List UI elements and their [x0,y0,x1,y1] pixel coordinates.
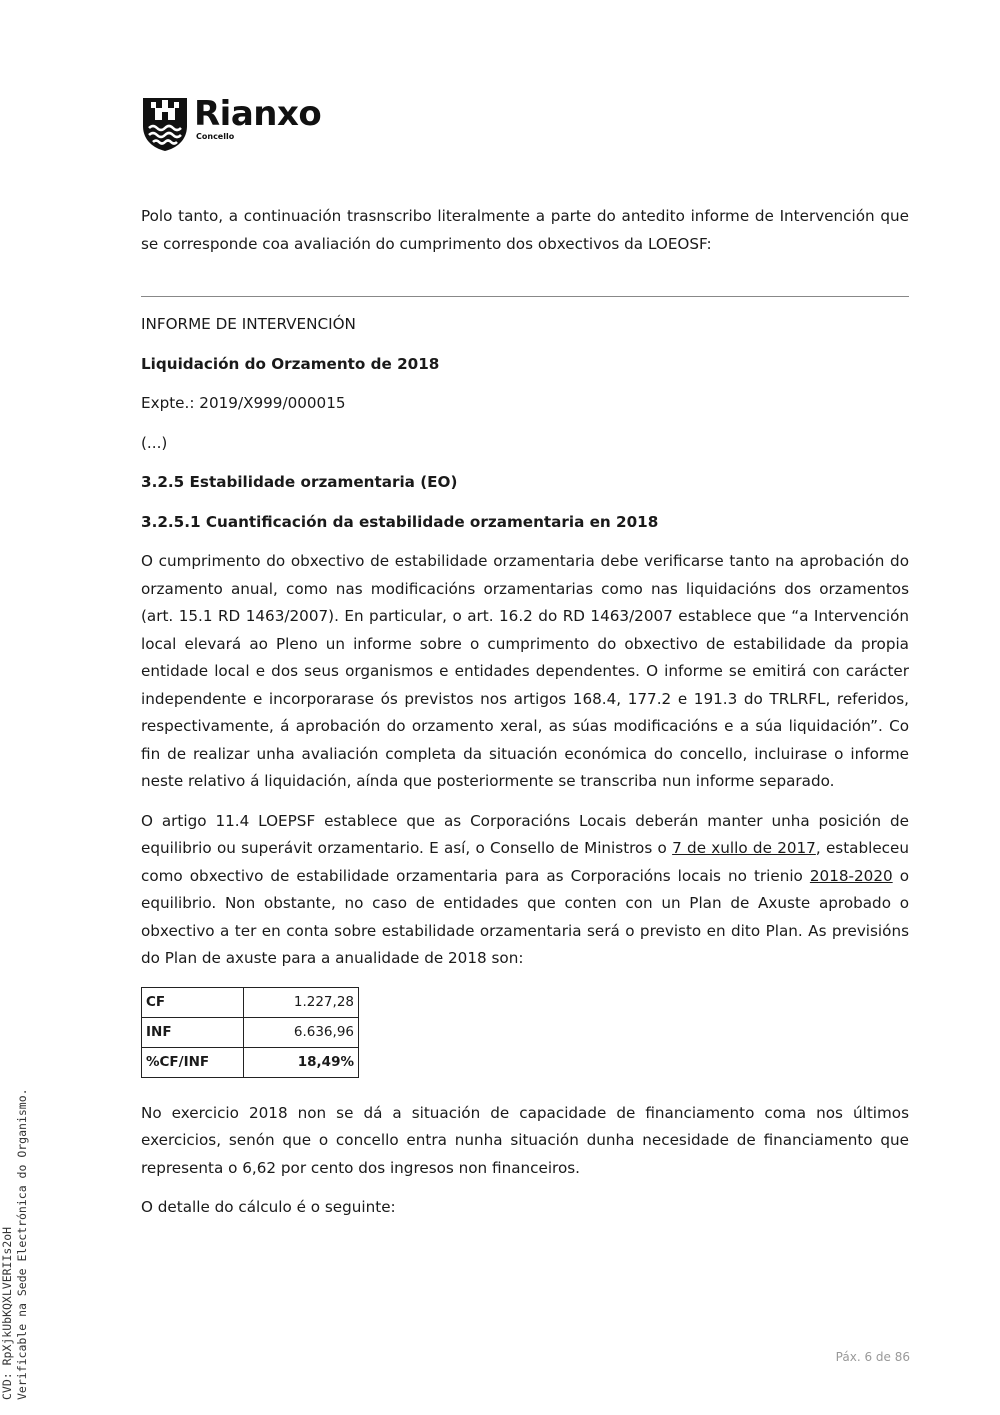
subsection-heading: 3.2.5.1 Cuantificación da estabilidade orzamentaria en 2018 [141,512,659,531]
table-row [142,1047,359,1077]
paragraph-4: O detalle do cálculo é o seguinte: [141,1198,396,1216]
table-cell-value: 1.227,28 [244,987,359,1017]
paragraph-3: No exercicio 2018 non se dá a situación de capacidade de financiamento coma nos últimos exercicios, senón que o concello entra nunha situación dunha necesidade de financiamento que representa o 6,62 por cento dos ingresos non financeiros. [141,1103,909,1177]
logo [141,96,351,152]
horizontal-rule [141,296,909,297]
intro-paragraph: Polo tanto, a continuación trasnscribo literalmente a parte do antedito informe de Intervención que se corresponde coa avaliación do cumprimento dos obxectivos da LOEOSF: [141,207,909,253]
report-title: INFORME DE INTERVENCIÓN [141,315,356,333]
side-verification-stamp [0,1000,30,1400]
paragraph-2-part-c: o equilibrio. Non obstante, no caso de entidades que conten con un Plan de Axuste aprobado o obxectivo a ter en conta sobre estabilidade orzamentaria será o previsto en dito Plan. As previsións do Plan de axuste para a anualidade de 2018 son: [141,866,909,967]
report-expte: Expte.: 2019/X999/000015 [141,394,346,412]
paragraph-2-part-b: , estableceu como obxectivo de estabilidade orzamentaria para as Corporacións locais no trienio [141,839,909,885]
period-link[interactable]: 2018-2020 [809,866,893,885]
table-cell-value: 6.636,96 [244,1017,359,1047]
plan-table [141,987,359,1078]
report-subtitle: Liquidación do Orzamento de 2018 [141,354,440,373]
section-heading: 3.2.5 Estabilidade orzamentaria (EO) [141,473,458,491]
document-body [141,203,909,1222]
logo-name: Rianxo [194,94,322,134]
table-row [142,987,359,1017]
logo-subtitle: Concello [196,132,235,141]
paragraph-1: O cumprimento do obxectivo de estabilidade orzamentaria debe verificarse tanto na aprobación do orzamento anual, como nas modificacións orzamentarias como nas liquidacións dos orzamentos (art. 15.1 RD 1463/2007). En particular, o art. 16.2 do RD 1463/2007 establece que “a Intervención local elevará ao Pleno un informe sobre o cumprimento do obxectivo de estabilidade da propia entidade local e dos seus organismos e entidades dependentes. O informe se emitirá con carácter independente e incorporarase ós previstos nos artigos 168.4, 177.2 e 191.3 do TRLRFL, referidos, respectivamente, á aprobación do orzamento xeral, as súas modificacións e a súa liquidación”. Co fin de realizar unha avaliación completa da situación económica do concello, incluirase o informe neste relativo á liquidación, aínda que posteriormente se transcriba nun informe separado. [141,552,909,790]
table-cell-key: INF [142,1017,244,1047]
table-cell-value: 18,49% [244,1047,359,1077]
side-stamp-line-1: CVD: RpXjkUbKQXLVERIIs2oH [0,1226,14,1400]
ellipsis: (...) [141,433,168,452]
castle-waves-shield-icon [141,96,189,152]
date-link[interactable]: 7 de xullo de 2017 [672,839,816,857]
table-cell-key: %CF/INF [142,1047,244,1077]
side-stamp-line-2: Verificable na Sede Electrónica do Organismo. [15,1088,29,1400]
page-number: Páx. 6 de 86 [835,1350,910,1364]
paragraph-2 [141,808,909,973]
table-cell-key: CF [142,987,244,1017]
paragraph-2-part-a: O artigo 11.4 LOEPSF establece que as Corporacións Locais deberán manter unha posición de equilibrio ou superávit orzamentario. E así, o Consello de Ministros o [141,811,909,857]
table-row [142,1017,359,1047]
